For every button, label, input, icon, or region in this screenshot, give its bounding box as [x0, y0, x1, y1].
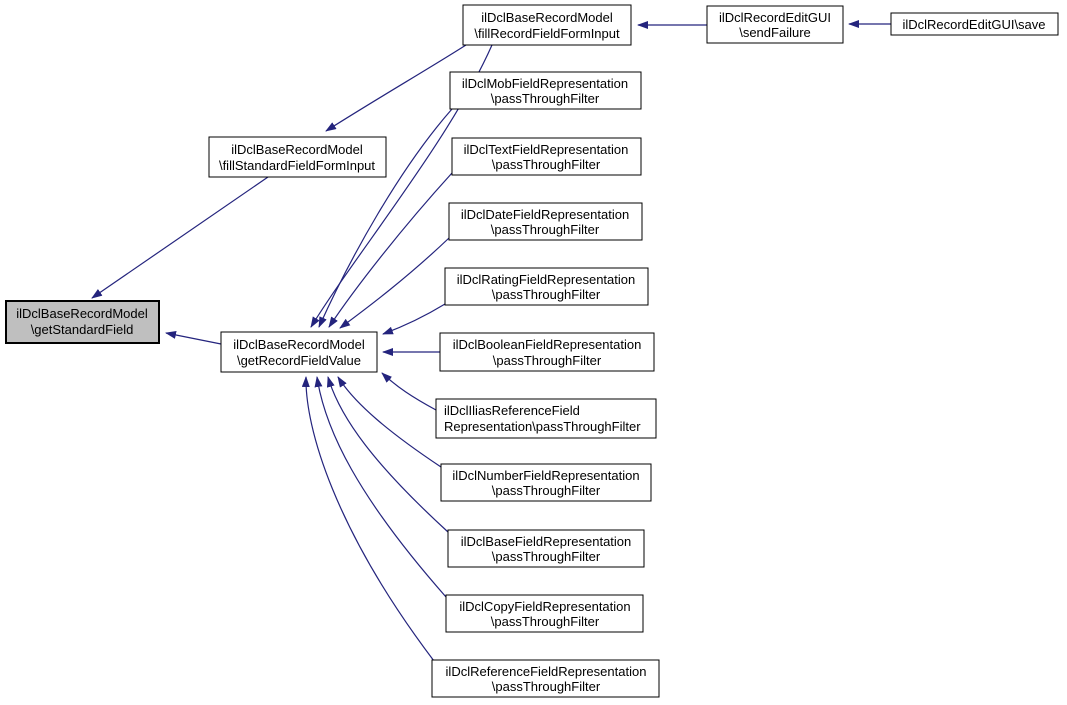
node-label: ilDclBooleanFieldRepresentation — [452, 337, 642, 352]
node-boolean-passThroughFilter[interactable] — [440, 333, 654, 371]
node-label: \passThroughFilter — [491, 483, 601, 498]
node-label: ilDclRecordEditGUI\save — [902, 17, 1046, 32]
edge-rating-to-getrecordfieldvalue — [383, 304, 445, 334]
node-sendFailure[interactable] — [707, 6, 843, 43]
node-getStandardField[interactable] — [6, 301, 159, 343]
node-text-passThroughFilter[interactable] — [452, 138, 641, 175]
node-label: \passThroughFilter — [491, 287, 601, 302]
node-label: ilDclReferenceFieldRepresentation — [445, 664, 647, 679]
node-base-passThroughFilter[interactable] — [448, 530, 644, 567]
node-label: ilDclBaseRecordModel — [481, 10, 613, 25]
node-copy-passThroughFilter[interactable] — [446, 595, 643, 632]
node-label: \fillRecordFieldFormInput — [474, 26, 620, 41]
node-label: ilDclMobFieldRepresentation — [461, 76, 629, 91]
node-label: \getStandardField — [30, 322, 134, 337]
node-mob-passThroughFilter[interactable] — [450, 72, 641, 109]
node-label: ilDclBaseRecordModel — [231, 142, 363, 157]
node-label: ilDclNumberFieldRepresentation — [452, 468, 640, 483]
node-label: ilDclCopyFieldRepresentation — [459, 599, 631, 614]
node-label: \fillStandardFieldFormInput — [218, 158, 376, 173]
node-label: ilDclTextFieldRepresentation — [463, 142, 629, 157]
node-label: ilDclBaseRecordModel — [16, 306, 148, 321]
node-label: \passThroughFilter — [490, 614, 600, 629]
node-number-passThroughFilter[interactable] — [441, 464, 651, 501]
node-label: Representation\passThroughFilter — [444, 419, 641, 434]
node-fillRecordFieldFormInput[interactable] — [463, 5, 631, 45]
node-label: \passThroughFilter — [490, 222, 600, 237]
node-label: \passThroughFilter — [492, 353, 602, 368]
node-label: ilDclRatingFieldRepresentation — [456, 272, 636, 287]
edge-number-to-getrecordfieldvalue — [338, 377, 441, 467]
node-save[interactable] — [891, 13, 1058, 35]
node-label: ilDclDateFieldRepresentation — [460, 207, 630, 222]
node-label: ilDclIliasReferenceField — [444, 403, 580, 418]
edge-reference-to-getrecordfieldvalue — [306, 377, 434, 661]
node-label: \passThroughFilter — [491, 157, 601, 172]
node-label: \passThroughFilter — [490, 91, 600, 106]
node-label: \passThroughFilter — [491, 549, 601, 564]
node-label: \passThroughFilter — [491, 679, 601, 694]
node-ilias-reference-passThroughFilter[interactable] — [436, 399, 656, 438]
edge-text-to-getrecordfieldvalue — [329, 173, 452, 327]
node-rating-passThroughFilter[interactable] — [445, 268, 648, 305]
edge-ilias-to-getrecordfieldvalue — [382, 373, 436, 410]
node-label: ilDclRecordEditGUI — [719, 10, 831, 25]
edge-getrecordfieldvalue-to-getstandardfield — [166, 333, 221, 344]
node-fillStandardFieldFormInput[interactable] — [209, 137, 386, 177]
node-getRecordFieldValue[interactable] — [221, 332, 377, 372]
edge-copy-to-getrecordfieldvalue — [317, 377, 446, 597]
node-label: \sendFailure — [739, 25, 811, 40]
node-reference-passThroughFilter[interactable] — [432, 660, 659, 697]
node-date-passThroughFilter[interactable] — [449, 203, 642, 240]
edge-base-to-getrecordfieldvalue — [328, 377, 448, 532]
node-label: \getRecordFieldValue — [236, 353, 362, 368]
edge-fillrecordfieldforminput-to-fillstandardfieldforminput — [326, 45, 466, 131]
node-label: ilDclBaseRecordModel — [233, 337, 365, 352]
node-label: ilDclBaseFieldRepresentation — [460, 534, 632, 549]
edge-fillstandardfieldforminput-to-getstandardfield — [92, 177, 268, 298]
